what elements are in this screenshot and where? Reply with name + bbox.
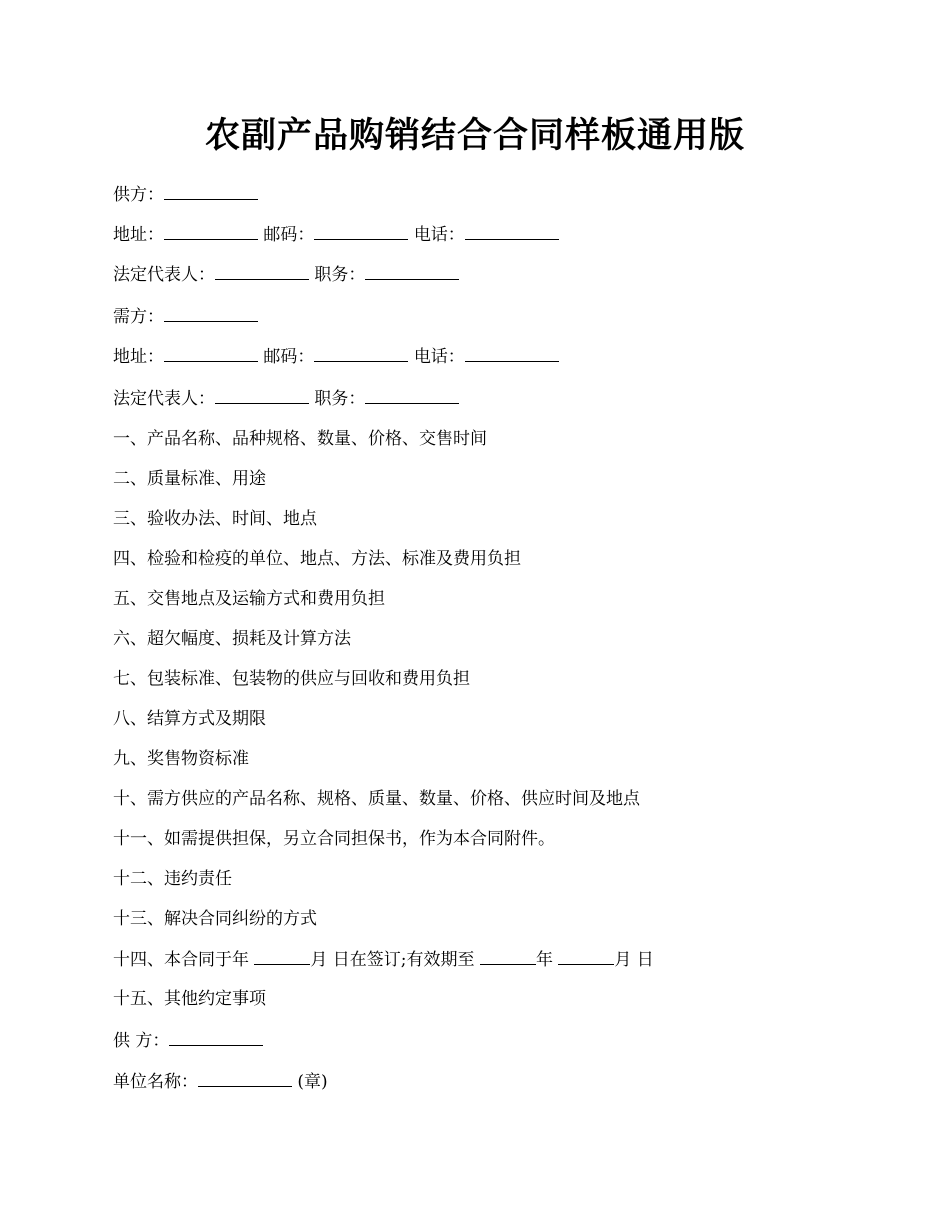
term-end-text: 月 日 (614, 950, 654, 970)
supplier-position-label: 职务： (314, 265, 366, 285)
clause-3: 三、验收办法、时间、地点 (113, 509, 317, 529)
signature-supplier-blank (169, 1028, 263, 1046)
buyer-position-blank (365, 386, 459, 404)
term-year-text: 年 (535, 950, 559, 970)
term-prefix: 十四、本合同于年 (113, 950, 255, 970)
clause-14 (113, 947, 654, 972)
signature-seal: (章) (292, 1072, 328, 1092)
term-end-month-blank (558, 947, 614, 965)
buyer-rep-line (113, 386, 459, 411)
buyer-label: 需方： (113, 307, 164, 327)
term-end-year-blank (480, 947, 536, 965)
buyer-phone-blank (465, 344, 559, 362)
clause-11: 十一、如需提供担保，另立合同担保书，作为本合同附件。 (113, 829, 555, 849)
buyer-address-blank (164, 344, 258, 362)
buyer-rep-label: 法定代表人： (113, 389, 215, 409)
clause-1: 一、产品名称、品种规格、数量、价格、交售时间 (113, 429, 487, 449)
supplier-position-blank (365, 262, 459, 280)
buyer-position-label: 职务： (314, 389, 366, 409)
clause-10: 十、需方供应的产品名称、规格、质量、数量、价格、供应时间及地点 (113, 789, 640, 809)
supplier-address-label: 地址： (113, 225, 164, 245)
signature-unit-label: 单位名称： (113, 1072, 198, 1092)
clause-2: 二、质量标准、用途 (113, 469, 266, 489)
signature-unit-blank (198, 1069, 292, 1087)
buyer-postcode-label: 邮码： (263, 347, 315, 367)
buyer-phone-label: 电话： (413, 347, 465, 367)
clause-12: 十二、违约责任 (113, 869, 232, 889)
buyer-address-label: 地址： (113, 347, 164, 367)
clause-9: 九、奖售物资标准 (113, 749, 249, 769)
clause-7: 七、包装标准、包装物的供应与回收和费用负担 (113, 669, 470, 689)
supplier-rep-line (113, 262, 459, 287)
signature-supplier-line (113, 1028, 263, 1053)
clause-15: 十五、其他约定事项 (113, 989, 266, 1009)
buyer-line (113, 304, 258, 329)
supplier-postcode-blank (314, 222, 408, 240)
supplier-contact-line (113, 222, 559, 247)
buyer-name-blank (164, 304, 258, 322)
supplier-line (113, 182, 258, 207)
supplier-label: 供方： (113, 185, 164, 205)
buyer-rep-blank (215, 386, 309, 404)
term-month-blank (254, 947, 310, 965)
term-month-text: 月 日在签订;有效期至 (310, 950, 480, 970)
supplier-phone-label: 电话： (413, 225, 465, 245)
signature-unit-line (113, 1069, 328, 1094)
buyer-contact-line (113, 344, 559, 369)
clause-4: 四、检验和检疫的单位、地点、方法、标准及费用负担 (113, 549, 521, 569)
clause-6: 六、超欠幅度、损耗及计算方法 (113, 629, 351, 649)
supplier-rep-blank (215, 262, 309, 280)
page-title: 农副产品购销结合合同样板通用版 (204, 115, 745, 156)
supplier-address-blank (164, 222, 258, 240)
signature-supplier-label: 供 方： (113, 1031, 170, 1051)
clause-5: 五、交售地点及运输方式和费用负担 (113, 589, 385, 609)
supplier-phone-blank (465, 222, 559, 240)
supplier-rep-label: 法定代表人： (113, 265, 215, 285)
clause-13: 十三、解决合同纠纷的方式 (113, 909, 317, 929)
supplier-postcode-label: 邮码： (263, 225, 315, 245)
clause-8: 八、结算方式及期限 (113, 709, 266, 729)
supplier-name-blank (164, 182, 258, 200)
buyer-postcode-blank (314, 344, 408, 362)
